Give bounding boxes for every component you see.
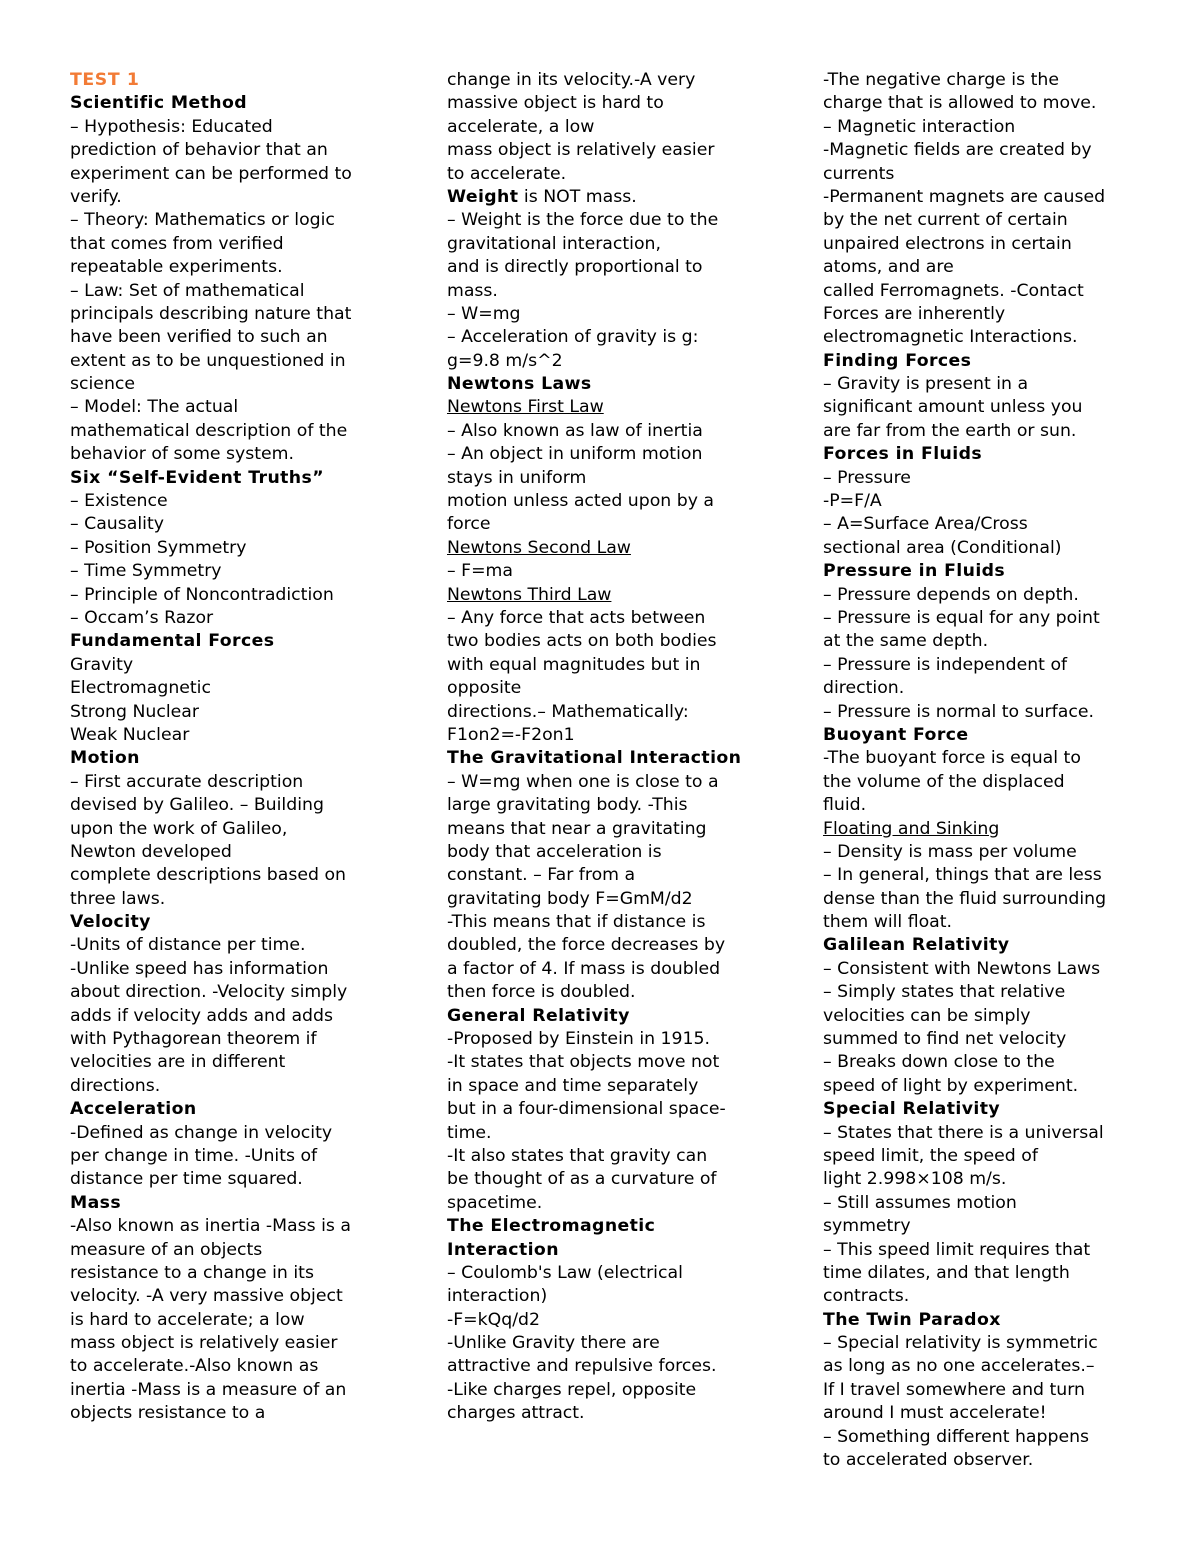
text-line: atoms, and are xyxy=(823,257,954,278)
text-line: Weak Nuclear xyxy=(70,724,190,745)
text-line: speed limit, the speed of xyxy=(823,1145,1038,1166)
text-line: – Existence xyxy=(70,491,168,512)
text-line: directions. xyxy=(70,1075,161,1096)
text-line: – Something different happens xyxy=(823,1426,1090,1447)
text-line: -Magnetic fields are created by xyxy=(823,140,1092,161)
text-line: – Time Symmetry xyxy=(70,561,222,582)
column-2 xyxy=(447,69,792,1426)
section-heading: The Gravitational Interaction xyxy=(447,748,742,769)
text-line: repeatable experiments. xyxy=(70,257,283,278)
subsection-heading: Newtons First Law xyxy=(447,397,604,418)
text-line: experiment can be performed to xyxy=(70,163,352,184)
text-line: velocity. -A very massive object xyxy=(70,1286,343,1307)
text-line: spacetime. xyxy=(447,1192,543,1213)
text-line: fluid. xyxy=(823,795,867,816)
text-line: time dilates, and that length xyxy=(823,1262,1070,1283)
text-line: directions.– Mathematically: xyxy=(447,701,689,722)
text-line: mass. xyxy=(447,280,498,301)
text-line: opposite xyxy=(447,678,522,699)
text-line: Newton developed xyxy=(70,841,232,862)
text-line: distance per time squared. xyxy=(70,1169,303,1190)
text-line: -Like charges repel, opposite xyxy=(447,1379,697,1400)
column-1 xyxy=(70,69,410,1426)
text-line: time. xyxy=(447,1122,492,1143)
text-line: resistance to a change in its xyxy=(70,1262,314,1283)
text-line: -Units of distance per time. xyxy=(70,935,306,956)
section-heading: Special Relativity xyxy=(823,1099,1001,1120)
subsection-heading: Newtons Second Law xyxy=(447,537,631,558)
text-line: sectional area (Conditional) xyxy=(823,537,1062,558)
inline-text: is NOT mass. xyxy=(518,186,637,207)
text-line: -P=F/A xyxy=(823,491,882,512)
text-line: – Density is mass per volume xyxy=(823,841,1077,862)
text-line: then force is doubled. xyxy=(447,982,636,1003)
text-line: but in a four-dimensional space- xyxy=(447,1099,726,1120)
section-heading: Forces in Fluids xyxy=(823,444,983,465)
text-line: dense than the fluid surrounding xyxy=(823,888,1107,909)
text-line: – Law: Set of mathematical xyxy=(70,280,305,301)
text-line: – Causality xyxy=(70,514,164,535)
section-heading: Finding Forces xyxy=(823,350,972,371)
text-line: attractive and repulsive forces. xyxy=(447,1356,717,1377)
text-line: – Consistent with Newtons Laws xyxy=(823,958,1101,979)
text-line: -This means that if distance is xyxy=(447,912,706,933)
text-line: that comes from verified xyxy=(70,233,284,254)
text-line: – Pressure depends on depth. xyxy=(823,584,1079,605)
text-line: to accelerate.-Also known as xyxy=(70,1356,319,1377)
text-line: – Special relativity is symmetric xyxy=(823,1333,1098,1354)
text-line: – F=ma xyxy=(447,561,513,582)
text-line: have been verified to such an xyxy=(70,327,328,348)
text-line: -The buoyant force is equal to xyxy=(823,748,1081,769)
inline-heading: Weight xyxy=(447,186,519,207)
text-line: – Model: The actual xyxy=(70,397,239,418)
text-line: devised by Galileo. – Building xyxy=(70,795,324,816)
document-title: TEST 1 xyxy=(70,70,140,90)
text-line: – Coulomb's Law (electrical xyxy=(447,1262,683,1283)
text-line: -Unlike speed has information xyxy=(70,958,329,979)
text-line: – Any force that acts between xyxy=(447,607,706,628)
text-line: Strong Nuclear xyxy=(70,701,199,722)
text-line: with equal magnitudes but in xyxy=(447,654,701,675)
text-line: called Ferromagnets. -Contact xyxy=(823,280,1084,301)
subsection-heading: Newtons Third Law xyxy=(447,584,612,605)
column-3 xyxy=(823,69,1173,1472)
text-line: – W=mg when one is close to a xyxy=(447,771,719,792)
text-line: symmetry xyxy=(823,1216,911,1237)
text-line: – In general, things that are less xyxy=(823,865,1102,886)
text-line: doubled, the force decreases by xyxy=(447,935,726,956)
text-line: charges attract. xyxy=(447,1403,585,1424)
section-heading: General Relativity xyxy=(447,1005,630,1026)
section-heading: Scientific Method xyxy=(70,93,248,114)
text-line xyxy=(447,186,792,209)
text-line: large gravitating body. -This xyxy=(447,795,688,816)
text-line: – Simply states that relative xyxy=(823,982,1066,1003)
text-line: science xyxy=(70,374,136,395)
text-line: – Still assumes motion xyxy=(823,1192,1017,1213)
text-line: mass object is relatively easier xyxy=(70,1333,338,1354)
text-line: – Gravity is present in a xyxy=(823,374,1029,395)
section-heading: Motion xyxy=(70,748,140,769)
text-line: inertia -Mass is a measure of an xyxy=(70,1379,347,1400)
text-line: F1on2=-F2on1 xyxy=(447,724,575,745)
text-line: -F=kQq/d2 xyxy=(447,1309,541,1330)
subsection-heading: Floating and Sinking xyxy=(823,818,1000,839)
text-line: – Also known as law of inertia xyxy=(447,420,703,441)
text-line: charge that is allowed to move. xyxy=(823,93,1097,114)
text-line: are far from the earth or sun. xyxy=(823,420,1077,441)
text-line: unpaired electrons in certain xyxy=(823,233,1072,254)
text-line: verify. xyxy=(70,186,122,207)
text-line: around I must accelerate! xyxy=(823,1403,1047,1424)
section-heading: Fundamental Forces xyxy=(70,631,275,652)
text-line: gravitating body F=GmM/d2 xyxy=(447,888,693,909)
text-line: force xyxy=(447,514,491,535)
text-line: – Occam’s Razor xyxy=(70,607,214,628)
text-line: Forces are inherently xyxy=(823,303,1006,324)
text-line: – Pressure xyxy=(823,467,911,488)
text-line: objects resistance to a xyxy=(70,1403,266,1424)
text-line: with Pythagorean theorem if xyxy=(70,1029,317,1050)
text-line: the volume of the displaced xyxy=(823,771,1065,792)
text-line: motion unless acted upon by a xyxy=(447,491,715,512)
section-heading: Mass xyxy=(70,1192,122,1213)
text-line: gravitational interaction, xyxy=(447,233,661,254)
section-heading: Interaction xyxy=(447,1239,559,1260)
text-line: -Unlike Gravity there are xyxy=(447,1333,660,1354)
section-heading: Newtons Laws xyxy=(447,374,592,395)
text-line: – W=mg xyxy=(447,303,521,324)
text-line: – Breaks down close to the xyxy=(823,1052,1055,1073)
text-line: – States that there is a universal xyxy=(823,1122,1104,1143)
text-line: Gravity xyxy=(70,654,134,675)
text-line: body that acceleration is xyxy=(447,841,662,862)
text-line: -It states that objects move not xyxy=(447,1052,720,1073)
text-line: – Weight is the force due to the xyxy=(447,210,719,231)
text-line: -It also states that gravity can xyxy=(447,1145,708,1166)
section-heading: Velocity xyxy=(70,912,151,933)
text-line: – Position Symmetry xyxy=(70,537,247,558)
text-line: interaction) xyxy=(447,1286,548,1307)
text-line: g=9.8 m/s^2 xyxy=(447,350,563,371)
text-line: adds if velocity adds and adds xyxy=(70,1005,333,1026)
text-line: summed to find net velocity xyxy=(823,1029,1067,1050)
text-line: constant. – Far from a xyxy=(447,865,636,886)
text-line: be thought of as a curvature of xyxy=(447,1169,717,1190)
text-line: -Defined as change in velocity xyxy=(70,1122,333,1143)
text-line: by the net current of certain xyxy=(823,210,1068,231)
text-line: – Pressure is independent of xyxy=(823,654,1068,675)
text-line: -Proposed by Einstein in 1915. xyxy=(447,1029,711,1050)
text-line: upon the work of Galileo, xyxy=(70,818,288,839)
section-heading: Pressure in Fluids xyxy=(823,561,1006,582)
text-line: and is directly proportional to xyxy=(447,257,703,278)
text-line: three laws. xyxy=(70,888,166,909)
text-line: – Theory: Mathematics or logic xyxy=(70,210,335,231)
section-heading: Buoyant Force xyxy=(823,724,969,745)
text-line: contracts. xyxy=(823,1286,910,1307)
text-line: is hard to accelerate; a low xyxy=(70,1309,305,1330)
text-line: -Also known as inertia -Mass is a xyxy=(70,1216,352,1237)
text-line: – Acceleration of gravity is g: xyxy=(447,327,699,348)
text-line: – Pressure is normal to surface. xyxy=(823,701,1094,722)
text-line: principals describing nature that xyxy=(70,303,352,324)
text-line: them will float. xyxy=(823,912,953,933)
text-line: – Pressure is equal for any point xyxy=(823,607,1100,628)
text-line: direction. xyxy=(823,678,905,699)
section-heading: Galilean Relativity xyxy=(823,935,1010,956)
text-line: extent as to be unquestioned in xyxy=(70,350,346,371)
section-heading: Acceleration xyxy=(70,1099,197,1120)
section-heading: Six “Self-Evident Truths” xyxy=(70,467,324,488)
text-line: prediction of behavior that an xyxy=(70,140,328,161)
text-line: – Magnetic interaction xyxy=(823,116,1016,137)
text-line: – This speed limit requires that xyxy=(823,1239,1091,1260)
text-line: electromagnetic Interactions. xyxy=(823,327,1078,348)
text-line: If I travel somewhere and turn xyxy=(823,1379,1085,1400)
text-line: behavior of some system. xyxy=(70,444,294,465)
text-line: light 2.998×108 m/s. xyxy=(823,1169,1007,1190)
text-line: speed of light by experiment. xyxy=(823,1075,1079,1096)
text-line: mass object is relatively easier xyxy=(447,140,715,161)
text-line: currents xyxy=(823,163,895,184)
text-line: velocities can be simply xyxy=(823,1005,1031,1026)
text-line: -Permanent magnets are caused xyxy=(823,186,1106,207)
text-line: velocities are in different xyxy=(70,1052,286,1073)
text-line: – A=Surface Area/Cross xyxy=(823,514,1028,535)
text-line: change in its velocity.-A very xyxy=(447,70,696,90)
text-line: a factor of 4. If mass is doubled xyxy=(447,958,721,979)
text-line: significant amount unless you xyxy=(823,397,1083,418)
text-line: at the same depth. xyxy=(823,631,989,652)
text-line: -The negative charge is the xyxy=(823,70,1059,90)
text-line: accelerate, a low xyxy=(447,116,595,137)
text-line: two bodies acts on both bodies xyxy=(447,631,717,652)
text-line: mathematical description of the xyxy=(70,420,348,441)
text-line: – Hypothesis: Educated xyxy=(70,116,273,137)
text-line: – An object in uniform motion xyxy=(447,444,703,465)
text-line: complete descriptions based on xyxy=(70,865,346,886)
text-line: massive object is hard to xyxy=(447,93,664,114)
section-heading: The Electromagnetic xyxy=(447,1216,656,1237)
text-line: measure of an objects xyxy=(70,1239,263,1260)
text-line: to accelerated observer. xyxy=(823,1450,1034,1471)
text-line: to accelerate. xyxy=(447,163,567,184)
text-line: as long as no one accelerates.– xyxy=(823,1356,1095,1377)
text-line: stays in uniform xyxy=(447,467,587,488)
text-line: in space and time separately xyxy=(447,1075,699,1096)
text-line: per change in time. -Units of xyxy=(70,1145,318,1166)
text-line: means that near a gravitating xyxy=(447,818,707,839)
text-line: – First accurate description xyxy=(70,771,304,792)
text-line: – Principle of Noncontradiction xyxy=(70,584,334,605)
section-heading: The Twin Paradox xyxy=(823,1309,1001,1330)
text-line: about direction. -Velocity simply xyxy=(70,982,348,1003)
text-line: Electromagnetic xyxy=(70,678,211,699)
